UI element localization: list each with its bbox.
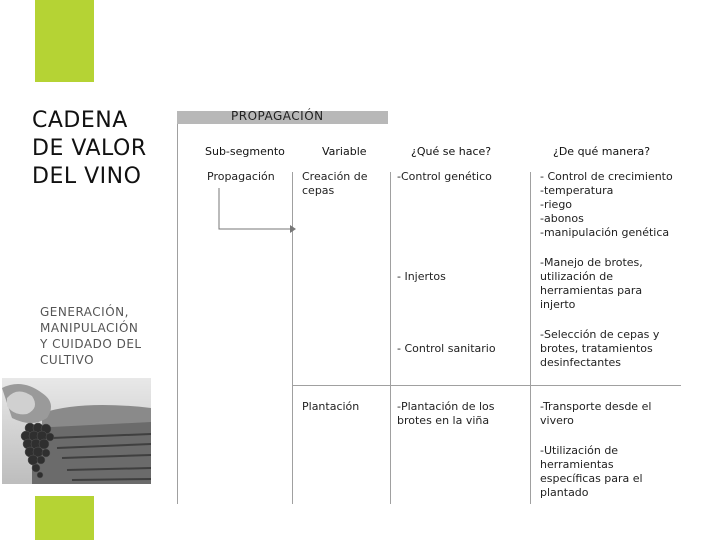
what-line: - Control sanitario (397, 342, 496, 355)
how-brotes-cell (540, 256, 643, 312)
variable-line: cepas (302, 184, 335, 197)
how-line: -manipulación genética (540, 226, 670, 239)
grape-vineyard-photo (2, 378, 151, 484)
how-line: desinfectantes (540, 356, 622, 369)
table-divider-what (390, 172, 391, 504)
how-line: -temperatura (540, 184, 614, 197)
variable-line: Plantación (302, 400, 360, 413)
how-line: -Manejo de brotes, (540, 256, 643, 269)
variable-line: Creación de (302, 170, 368, 183)
table-divider-how (530, 172, 531, 504)
what-line: brotes en la viña (397, 414, 490, 427)
variable-creacion-cell (302, 170, 368, 198)
subsegment-cell (207, 170, 275, 184)
how-line: injerto (540, 298, 576, 311)
how-herramientas-cell (540, 444, 643, 500)
header-how: ¿De qué manera? (553, 145, 651, 158)
how-line: vivero (540, 414, 574, 427)
header-variable: Variable (322, 145, 367, 158)
how-crecimiento-cell (540, 170, 673, 240)
how-line: específicas para el (540, 472, 643, 485)
how-line: herramientas para (540, 284, 643, 297)
header-subsegment: Sub-segmento (205, 145, 285, 158)
title-line: DEL VINO (32, 164, 142, 189)
page-title (32, 107, 172, 191)
subsegment-value: Propagación (207, 170, 275, 183)
accent-block-bottom (35, 496, 94, 540)
arrow-right-icon (218, 188, 298, 234)
what-genetico-cell (397, 170, 492, 184)
how-line: -Transporte desde el (540, 400, 652, 413)
variable-plantacion-cell (302, 400, 359, 414)
table-row-separator (292, 385, 681, 386)
how-line: -Utilización de (540, 444, 619, 457)
what-plantacion-cell (397, 400, 495, 428)
header-what: ¿Qué se hace? (411, 145, 492, 158)
table-left-border (177, 124, 178, 504)
title-line: CADENA (32, 108, 128, 133)
subtitle-line: MANIPULACIÓN (40, 321, 139, 335)
what-line: - Injertos (397, 270, 446, 283)
section-header-label: PROPAGACIÓN (231, 109, 324, 123)
what-line: -Plantación de los (397, 400, 495, 413)
how-line: - Control de crecimiento (540, 170, 673, 183)
what-sanitario-cell (397, 342, 496, 356)
how-line: -abonos (540, 212, 584, 225)
how-line: brotes, tratamientos (540, 342, 653, 355)
section-subtitle (40, 304, 180, 368)
title-line: DE VALOR (32, 136, 147, 161)
how-transporte-cell (540, 400, 651, 428)
how-line: plantado (540, 486, 589, 499)
how-seleccion-cell (540, 328, 659, 370)
how-line: -Selección de cepas y (540, 328, 660, 341)
what-line: -Control genético (397, 170, 492, 183)
subtitle-line: GENERACIÓN, (40, 305, 129, 319)
subtitle-line: Y CUIDADO DEL (40, 337, 142, 351)
what-injertos-cell (397, 270, 446, 284)
how-line: utilización de (540, 270, 614, 283)
subtitle-line: CULTIVO (40, 353, 95, 367)
how-line: -riego (540, 198, 573, 211)
accent-block-top (35, 0, 94, 82)
how-line: herramientas (540, 458, 614, 471)
